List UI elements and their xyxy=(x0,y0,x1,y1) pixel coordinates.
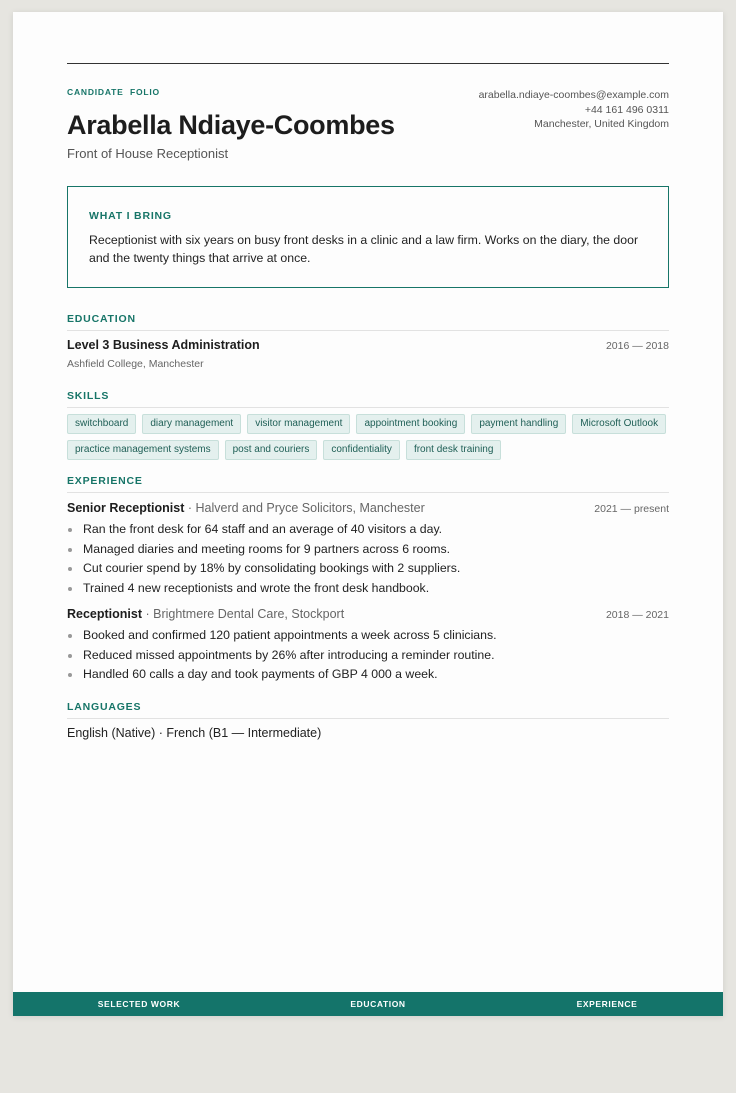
job-bullet: Reduced missed appointments by 26% after introducing a reminder routine. xyxy=(67,646,497,666)
summary-box xyxy=(67,186,669,288)
education-school: Ashfield College, Manchester xyxy=(67,358,204,370)
skill-chip: visitor management xyxy=(247,414,350,434)
contact-email[interactable]: arabella.ndiaye-coombes@example.com xyxy=(478,89,669,101)
skill-chip: practice management systems xyxy=(67,440,219,460)
footer-nav xyxy=(13,992,723,1016)
job-bullets xyxy=(67,626,497,685)
resume-page xyxy=(13,12,723,1016)
contact-phone[interactable]: +44 161 496 0311 xyxy=(584,103,669,116)
job-company: · Brightmere Dental Care, Stockport xyxy=(142,607,345,621)
summary-text: Receptionist with six years on busy front desks in a clinic and a law firm. Works on the diary, the door and the twenty things that arrive at once. xyxy=(89,233,639,265)
header-rule xyxy=(67,63,669,64)
languages-heading: LANGUAGES xyxy=(67,701,669,719)
skills-heading: SKILLS xyxy=(67,390,669,408)
skill-chip: post and couriers xyxy=(225,440,318,460)
candidate-role: Front of House Receptionist xyxy=(67,146,229,161)
job-bullet: Managed diaries and meeting rooms for 9 partners across 6 rooms. xyxy=(67,540,460,560)
skill-chip: appointment booking xyxy=(356,414,465,434)
job-dates: 2018 — 2021 xyxy=(605,609,669,621)
languages-text: English (Native) · French (B1 — Intermediate) xyxy=(67,726,322,740)
job-bullet: Trained 4 new receptionists and wrote the front desk handbook. xyxy=(67,579,460,599)
job-bullet: Booked and confirmed 120 patient appointments a week across 5 clinicians. xyxy=(67,626,497,646)
job-heading xyxy=(67,501,425,515)
job-dates: 2021 — present xyxy=(594,503,669,515)
education-degree: Level 3 Business Administration xyxy=(67,338,260,352)
skill-chip: diary management xyxy=(142,414,241,434)
job-bullets xyxy=(67,520,460,598)
job-bullet: Ran the front desk for 64 staff and an average of 40 visitors a day. xyxy=(67,520,460,540)
job-title: Receptionist xyxy=(67,607,143,621)
summary-title: WHAT I BRING xyxy=(89,210,172,222)
candidate-name: Arabella Ndiaye-Coombes xyxy=(67,110,395,140)
education-dates: 2016 — 2018 xyxy=(605,340,669,352)
job-company: · Halverd and Pryce Solicitors, Manchester xyxy=(184,501,425,515)
skill-chip: payment handling xyxy=(471,414,566,434)
job-bullet: Cut courier spend by 18% by consolidating bookings with 2 suppliers. xyxy=(67,559,460,579)
header-kicker: CANDIDATE FOLIO xyxy=(67,87,160,97)
footer-link-selected-work[interactable]: SELECTED WORK xyxy=(97,999,181,1009)
footer-link-experience[interactable]: EXPERIENCE xyxy=(576,999,638,1009)
skills-list xyxy=(67,414,677,460)
education-heading: EDUCATION xyxy=(67,313,669,331)
footer-link-education[interactable]: EDUCATION xyxy=(350,999,406,1009)
skill-chip: Microsoft Outlook xyxy=(572,414,666,434)
job-bullet: Handled 60 calls a day and took payments of GBP 4 000 a week. xyxy=(67,665,497,685)
job-heading xyxy=(67,607,344,621)
job-title: Senior Receptionist xyxy=(67,501,185,515)
skill-chip: switchboard xyxy=(67,414,136,434)
skill-chip: confidentiality xyxy=(323,440,400,460)
contact-location: Manchester, United Kingdom xyxy=(534,118,669,130)
skill-chip: front desk training xyxy=(406,440,502,460)
contact-block xyxy=(479,88,669,132)
experience-heading: EXPERIENCE xyxy=(67,475,669,493)
